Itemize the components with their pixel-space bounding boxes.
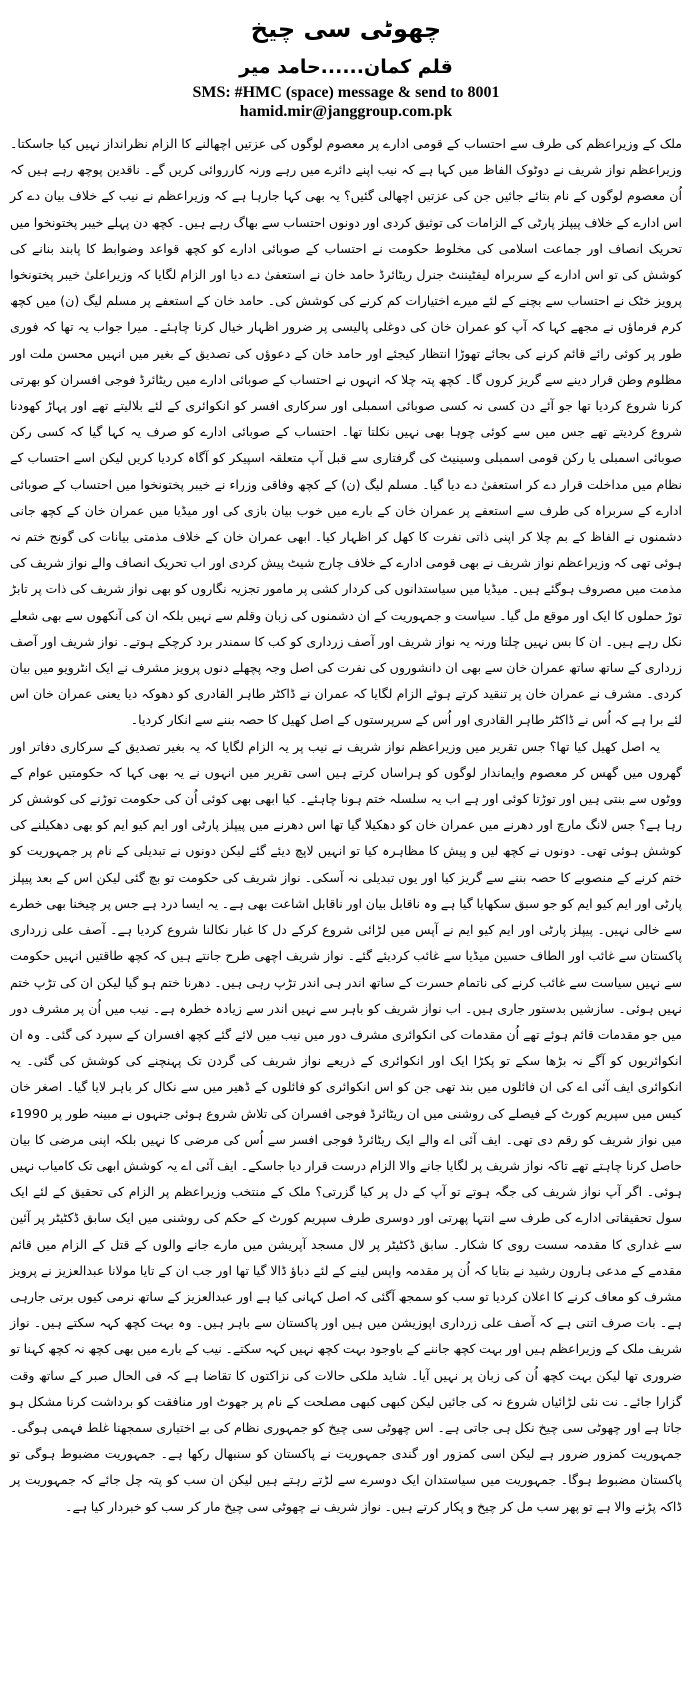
body-paragraph-2: یہ اصل کھیل کیا تھا؟ جس تقریر میں وزیراعظم نواز شریف نے نیب پر یہ الزام لگایا کہ یہ بغیر تصدیق کے سرکاری دفاتر اور گھروں میں گھس کر معصوم وایماندار لوگوں کو ہراساں کرتے ہیں اسی تقریر میں انہوں نے یہ بھی کہا کہ حکومتیں عوام کے ووٹوں سے بنتی ہیں اور توڑتا کوئی اور ہے اب یہ سلسلہ ختم ہونا چاہئے۔ کیا ابھی بھی کوئی اُن کی حکومت توڑنے کی کوشش کر رہا ہے؟ جس لانگ مارچ اور دھرنے میں عمران خان کو دھکیلا گیا تھا اس دھرنے میں پیپلز پارٹی اور ایم کیو ایم کو بھی دھکیلنے کی کوشش ہوئی تھی۔ دونوں نے کچھ لیں و پیش کا مظاہرہ کیا تو انہیں لاپچ دیئے گئے لیکن دونوں نے تبدیلی کے نام پر جمہوریت کو ختم کرنے کے منصوبے کا حصہ بننے سے گریز کیا اور یوں تبدیلی نہ آسکی۔ نواز شریف کی حکومت تو بچ گئی لیکن اس کے بعد پیپلز پارٹی اور ایم کیو ایم کو جو سبق سکھایا گیا ہے وہ ناقابل بیان اور ناقابل اشاعت بھی ہے۔ یہ ایسا درد ہے جس پر چیخنا بھی خطرے سے خالی نہیں۔ پیپلز پارٹی اور ایم کیو ایم نے آپس میں لڑائی شروع کرکے دل کا غبار نکالنا شروع کردیا ہے۔ آصف علی زرداری پاکستان سے غائب اور الطاف حسین میڈیا سے غائب کردیئے گئے۔ نواز شریف اچھی طرح جانتے ہیں کہ کچھ طاقتیں انہیں حکومت سے نہیں سیاست سے غائب کرنے کی ناتمام حسرت کے ساتھ اندر ہی اندر تڑپ رہی ہیں۔ دھرنا ختم ہو گیا لیکن ان کی تڑپ ختم نہیں ہوئی۔ سازشیں بدستور جاری ہیں۔ اب نواز شریف کو باہر سے نہیں اندر سے زیادہ خطرہ ہے۔ نیب میں اُن پر مشرف دور میں جو مقدمات قائم ہوئے تھے اُن مقدمات کی انکوائری مشرف دور میں نیب میں لائے گئے کچھ افسران کے سپرد کی گئی۔ وہ ان انکوائریوں کو آگے نہ بڑھا سکے تو پکڑا ایک اور انکوائری کے ذریعے نواز شریف کی گردن تک پہنچنے کی کوشش کی گئی۔ یہ انکوائری ایف آئی اے کی ان فائلوں میں بند تھی جن کو اس انکوائری کو فائلوں کے ڈھیر میں سے نکال کر باہر لایا گیا۔ اصغر خان کیس میں سپریم کورٹ کے فیصلے کی روشنی میں ان ریٹائرڈ فوجی افسران کی تلاش شروع ہوئی جنہوں نے مبینہ طور پر 1990ء میں نواز شریف کو رقم دی تھی۔ ایف آئی اے والے ایک ریٹائرڈ فوجی افسر سے اُس کی مرضی کا نہیں بلکہ اپنی مرضی کا بیان حاصل کرنا چاہتے تھے تاکہ نواز شریف پر لگایا جانے والا الزام درست قرار دیا جاسکے۔ ایف آئی اے یہ کوشش ابھی تک کامیاب نہیں ہوئی۔ اگر آپ نواز شریف کی جگہ ہوتے تو آپ کے دل پر کیا گزرتی؟ ملک کے منتخب وزیراعظم پر الزام کی تحقیق کے لئے ایک سول تحقیقاتی ادارے کی طرف سے انتہا پھرتی اور دوسری طرف سپریم کورٹ کے حکم کی روشنی میں ایک سابق ڈکٹیٹر پر آئین سے غداری کا مقدمہ سست روی کا شکار۔ سابق ڈکٹیٹر پر لال مسجد آپریشن میں مارے جانے والوں کے قتل کے الزام میں قائم مقدمے کے مدعی ہارون رشید نے بتایا کہ اُن پر مقدمہ واپس لینے کے لئے دباؤ ڈالا گیا تھا اور جب ان کے تایا مولانا عبدالعزیز نے پرویز مشرف کو معاف کرنے کا اعلان کردیا تو سب کو سمجھ آگئی کہ اصل کہانی کیا ہے اور عبدالعزیز کے ساتھ نرمی کیوں برتی جارہی ہے۔ بات صرف اتنی ہے کہ آصف علی زرداری اپوزیشن میں ہیں اور پاکستان سے باہر ہیں۔ وہ بہت کچھ کہہ سکتے ہیں۔ نواز شریف ملک کے وزیراعظم ہیں اور بہت کچھ جاننے کے باوجود بہت کچھ نہیں کہہ سکتے۔ نیب کے بارے میں بھی کچھ نہ کچھ کہنا تو ضروری تھا لیکن بہت کچھ اُن کی زبان پر نہیں آیا۔ شاید ملکی حالات کی نزاکتوں کا تقاضا ہے کہ فی الحال صبر کے ساتھ وقت گزارا جائے۔ نت نئی لڑائیاں شروع نہ کی جائیں لیکن کبھی کبھی مصلحت کے نام پر جھوٹ اور منافقت کو برداشت کرنا مشکل ہو جاتا ہے اور چھوٹی سی چیخ نکل ہی جاتی ہے۔ اس چھوٹی سی چیخ کو جمہوری نظام کی بے اختیاری سمجھنا غلط فہمی ہوگی۔ جمہوریت کمزور ضرور ہے لیکن اسی کمزور اور گندی جمہوریت نے پاکستان کو سنبھال رکھا ہے۔ جمہوریت مضبوط ہوگی تو پاکستان مضبوط ہوگا۔ جمہوریت میں سیاستدان ایک دوسرے سے لڑتے رہتے ہیں لیکن ان سب کو پتہ چل جائے کہ جمہوریت پر ڈاکہ پڑنے والا ہے تو پھر سب مل کر چیخ و پکار کرتے ہیں۔ نواز شریف نے چھوٹی سی چیخ مار کر سب کو خبردار کیا ہے۔ xyxy=(10,738,682,1514)
sms-instruction: SMS: #HMC (space) message & send to 8001 xyxy=(192,84,500,101)
column-title: چھوٹی سی چیخ xyxy=(250,15,442,43)
author-byline: قلم کمان......حامد میر xyxy=(239,56,453,78)
column-body xyxy=(10,131,682,1520)
body-paragraph-1: ملک کے وزیراعظم کی طرف سے احتساب کے قومی ادارے پر معصوم لوگوں کی عزتیں اچھالنے کا الزام نظرانداز نہیں کیا جاسکتا۔ وزیراعظم نواز شریف نے دوٹوک الفاظ میں کہا ہے کہ نیب اپنے دائرے میں رہے ورنہ کارروائی کریں گے۔ ناقدین پوچھ رہے ہیں کہ اُن معصوم لوگوں کے نام بتائے جائیں جن کی عزتیں اچھالی گئیں؟ یہ بھی کہا جارہا ہے کہ وزیراعظم نے نیب کے خلاف بیان دے کر اس ادارے کے خلاف پیپلز پارٹی کے الزامات کی توثیق کردی اور دونوں احتساب سے بھاگ رہے ہیں۔ کچھ دن پہلے خیبر پختونخوا میں تحریک انصاف اور جماعت اسلامی کی مخلوط حکومت نے احتساب کے صوبائی ادارے کو کچھ قواعد وضوابط کا پابند بنانے کی کوشش کی تو اس ادارے کے سربراہ لیفٹیننٹ جنرل ریٹائرڈ حامد خان نے استعفیٰ دے دیا اور الزام لگایا کہ وزیراعلیٰ خیبر پختونخوا پرویز خٹک نے احتساب سے بچنے کے لئے میرے اختیارات کم کرنے کی کوشش کی۔ حامد خان کے استعفے پر مسلم لیگ (ن) میں کچھ کرم فرماؤں نے مجھے کہا کہ آپ کو عمران خان کی دوغلی پالیسی پر ضرور اظہار خیال کرنا چاہئے۔ میرا جواب یہ تھا کہ فوری طور پر کوئی رائے قائم کرنے کی بجائے تھوڑا انتظار کیجئے اور حامد خان کے دعوؤں کی تصدیق کے بغیر میں انہیں محسن ملت اور مظلوم وطن قرار دینے سے گریز کروں گا۔ کچھ پتہ چلا کہ انہوں نے احتساب کے صوبائی ادارے میں ریٹائرڈ فوجی افسران کو بھرتی کرنا شروع کردیا تھا جو آئے دن کسی نہ کسی صوبائی اسمبلی اور سرکاری افسر کو انکوائری کے لئے بلالیتے تھے اور پہاڑ کھودنا شروع کردیتے تھے جس میں سے کوئی چوہا بھی نہیں نکلتا تھا۔ احتساب کے صوبائی ادارے کو صرف یہ کہا گیا کہ کسی رکن صوبائی اسمبلی یا رکن قومی اسمبلی وسینیٹ کی گرفتاری سے قبل آپ متعلقہ اسپیکر کو آگاہ کردیا کریں لیکن اسے احتساب کے نظام میں مداخلت قرار دے کر استعفیٰ دے دیا گیا۔ مسلم لیگ (ن) کے کچھ وفاقی وزراء نے خیبر پختونخوا میں احتساب کے صوبائی ادارے کے سربراہ کی طرف سے استعفے پر عمران خان کے بارے میں خوب بیان بازی کی اور میڈیا میں عمران خان کے کچھ جانی دشمنوں نے الفاظ کے بم چلا کر اپنی ذاتی نفرت کا کھل کر اظہار کیا۔ ابھی عمران خان کے خلاف مذمتی بیانات کی گونج ختم نہ ہوئی تھی کہ وزیراعظم نواز شریف نے بھی قومی ادارے کے خلاف چارج شیٹ پیش کردی اور اب تحریک انصاف والے نواز شریف کی مذمت میں مصروف ہوگئے ہیں۔ میڈیا میں سیاستدانوں کی کردار کشی پر مامور تجزیہ نگاروں کو بھی نواز شریف کی ذات پر تابڑ توڑ حملوں کا ایک اور موقع مل گیا۔ سیاست و جمہوریت کے ان دشمنوں کی زبان وقلم سے نہیں بلکہ ان کی آنکھوں سے بھی شعلے نکل رہے ہیں۔ ان کا بس نہیں چلتا ورنہ یہ نواز شریف اور آصف زرداری کو کب کا سمندر برد کرچکے ہوتے۔ نواز شریف اور آصف زرداری کے ساتھ ساتھ عمران خان سے بھی ان دانشوروں کی نفرت کی اصل وجہ پچھلے دنوں پرویز مشرف نے ایک انٹرویو میں بیان کردی۔ مشرف نے عمران خان پر تنقید کرتے ہوئے الزام لگایا کہ عمران نے ڈاکٹر طاہر القادری کو دھوکہ دیا یعنی عمران خان اس لئے برا ہے کہ اُس نے ڈاکٹر طاہر القادری اور اُس کے سرپرستوں کے اصل کھیل کا حصہ بننے سے انکار کردیا۔ xyxy=(10,136,682,728)
column-header xyxy=(10,12,682,121)
author-email: hamid.mir@janggroup.com.pk xyxy=(239,103,453,120)
